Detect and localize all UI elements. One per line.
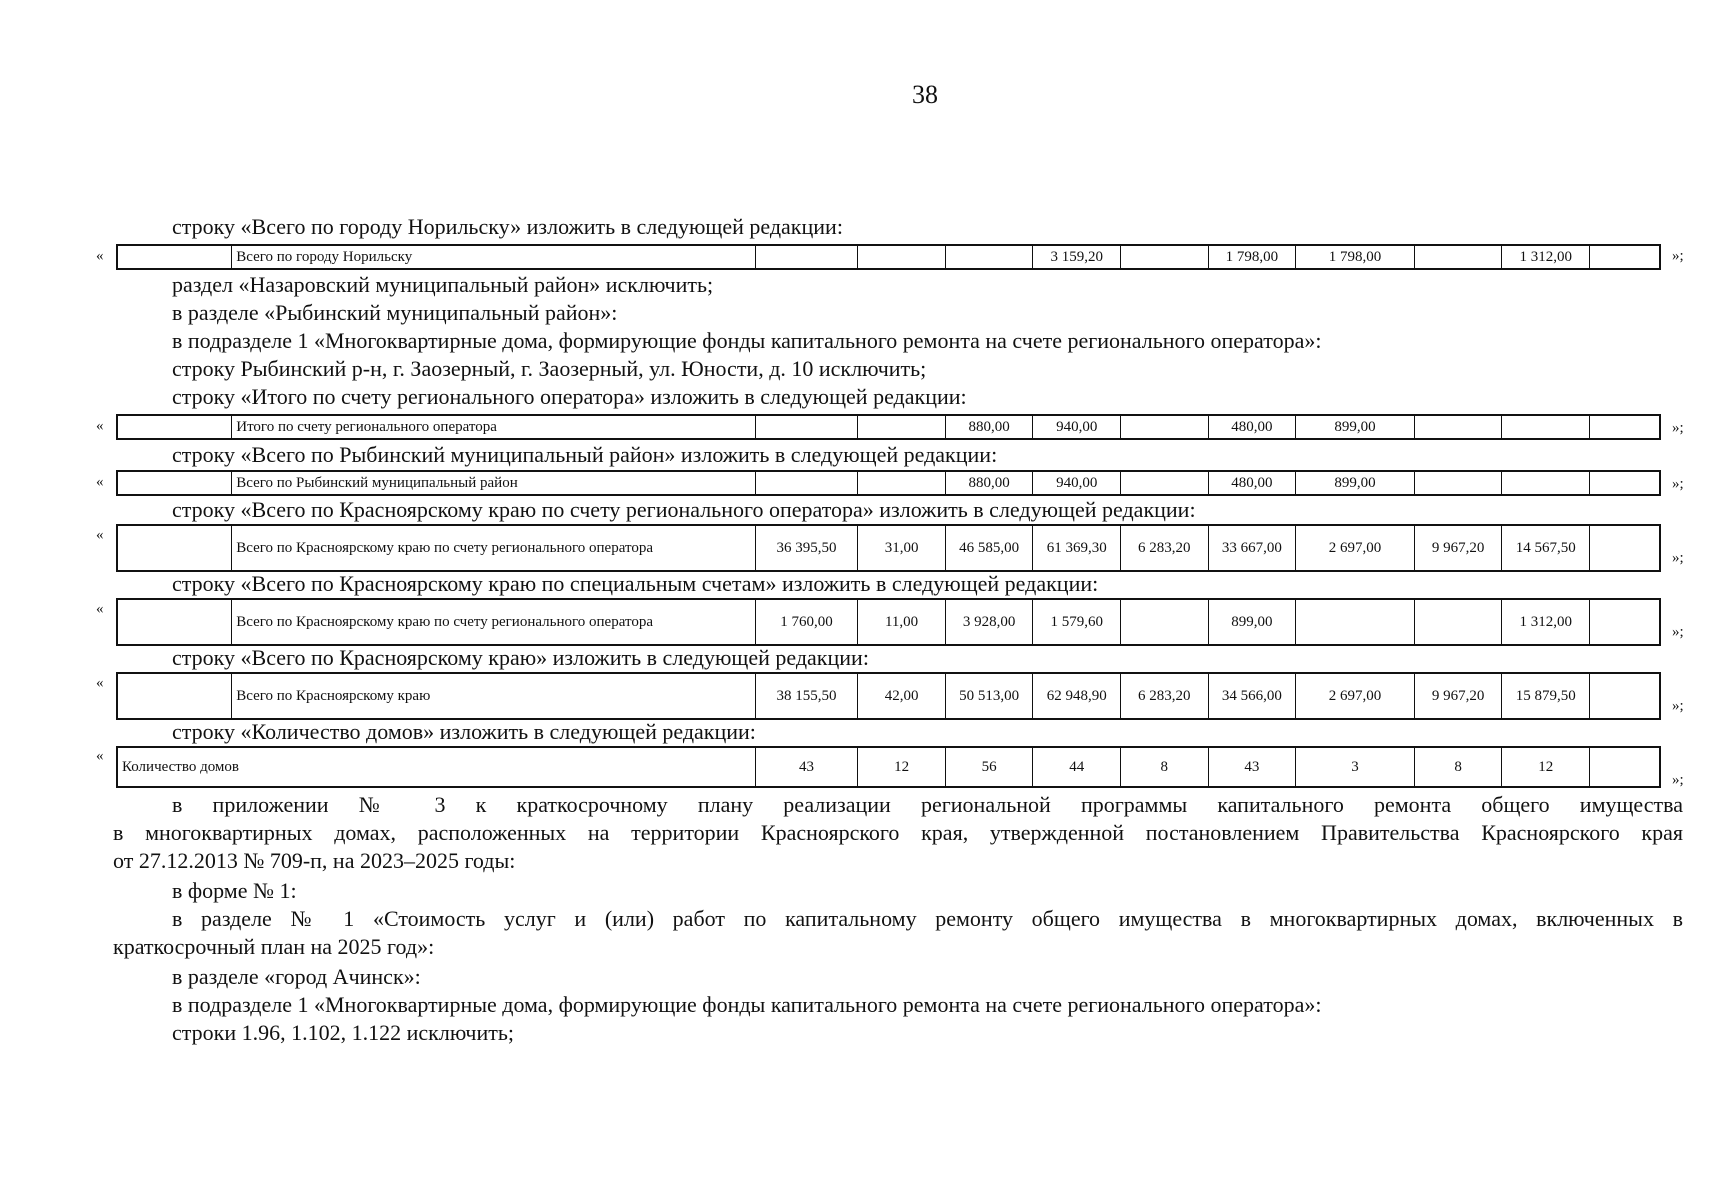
value-cell [1589, 599, 1660, 645]
value-cell: 899,00 [1296, 471, 1415, 495]
instruction-kray-total: строку «Всего по Красноярскому краю» изложить в следующей редакции: [172, 645, 869, 670]
value-cell: 31,00 [858, 525, 946, 571]
open-quote: « [96, 474, 104, 490]
value-cell: 9 967,20 [1414, 673, 1502, 719]
para-subsection-2: в подразделе 1 «Многоквартирные дома, формирующие фонды капитального ремонта на счете регионального оператора»: [172, 992, 1322, 1017]
value-cell [1120, 471, 1208, 495]
value-cell: 50 513,00 [945, 673, 1033, 719]
value-cell [1414, 415, 1502, 439]
instruction-itogo: строку «Итого по счету регионального оператора» изложить в следующей редакции: [172, 384, 967, 409]
value-cell [1120, 415, 1208, 439]
value-cell [1589, 525, 1660, 571]
value-cell: 33 667,00 [1208, 525, 1296, 571]
close-quote: »; [1672, 420, 1684, 436]
para-appendix-line-3: от 27.12.2013 № 709-п, на 2023–2025 годы: [113, 848, 516, 873]
instruction-norilsk: строку «Всего по городу Норильску» изложить в следующей редакции: [172, 214, 843, 239]
table-row [117, 673, 1660, 719]
table-row [117, 525, 1660, 571]
value-cell: 1 312,00 [1502, 245, 1590, 269]
close-quote: »; [1672, 698, 1684, 714]
table-row [117, 747, 1660, 787]
value-cell: 480,00 [1208, 471, 1296, 495]
row-name-cell: Всего по Красноярскому краю [232, 673, 755, 719]
value-cell: 62 948,90 [1033, 673, 1121, 719]
value-cell: 480,00 [1208, 415, 1296, 439]
value-cell: 43 [755, 747, 858, 787]
table-row [117, 245, 1660, 269]
value-cell [858, 245, 946, 269]
table-row [117, 599, 1660, 645]
value-cell: 8 [1414, 747, 1502, 787]
value-cell: 42,00 [858, 673, 946, 719]
open-quote: « [96, 601, 104, 617]
value-cell: 38 155,50 [755, 673, 858, 719]
instruction-kray-special: строку «Всего по Красноярскому краю по специальным счетам» изложить в следующей редакции: [172, 571, 1099, 596]
value-cell [1589, 471, 1660, 495]
value-cell: 2 697,00 [1296, 673, 1415, 719]
value-cell: 15 879,50 [1502, 673, 1590, 719]
value-cell: 1 798,00 [1296, 245, 1415, 269]
value-cell [858, 471, 946, 495]
para-nazarovo: раздел «Назаровский муниципальный район» исключить; [172, 272, 714, 297]
value-cell: 14 567,50 [1502, 525, 1590, 571]
instruction-kray-regop: строку «Всего по Красноярскому краю по счету регионального оператора» изложить в следующей редакции: [172, 497, 1196, 522]
value-cell [1120, 599, 1208, 645]
value-cell: 36 395,50 [755, 525, 858, 571]
open-quote: « [96, 527, 104, 543]
value-cell [755, 245, 858, 269]
value-cell [1296, 599, 1415, 645]
instruction-rybinsk: строку «Всего по Рыбинский муниципальный район» изложить в следующей редакции: [172, 442, 998, 467]
para-zaozerny: строку Рыбинский р-н, г. Заозерный, г. Заозерный, ул. Юности, д. 10 исключить; [172, 356, 927, 381]
value-cell: 6 283,20 [1120, 525, 1208, 571]
row-name-cell: Всего по городу Норильску [232, 245, 755, 269]
empty-cell [117, 415, 232, 439]
page-number: 38 [912, 80, 938, 109]
close-quote: »; [1672, 248, 1684, 264]
table-row-kray-special [116, 598, 1661, 646]
open-quote: « [96, 418, 104, 434]
close-quote: »; [1672, 550, 1684, 566]
para-appendix-line-1: в приложении № 3 к краткосрочному плану реализации региональной программы капитального ремонта общего имущества [172, 792, 1683, 817]
open-quote: « [96, 675, 104, 691]
value-cell: 44 [1033, 747, 1121, 787]
table-row-norilsk [116, 244, 1661, 270]
value-cell: 880,00 [945, 471, 1033, 495]
close-quote: »; [1672, 624, 1684, 640]
value-cell: 3 159,20 [1033, 245, 1121, 269]
table-row-rybinsk [116, 470, 1661, 496]
close-quote: »; [1672, 476, 1684, 492]
empty-cell [117, 673, 232, 719]
value-cell: 3 928,00 [945, 599, 1033, 645]
row-name-cell: Всего по Красноярскому краю по счету регионального оператора [232, 599, 755, 645]
row-name-cell: Всего по Красноярскому краю по счету регионального оператора [232, 525, 755, 571]
empty-cell [117, 471, 232, 495]
value-cell: 12 [1502, 747, 1590, 787]
row-name-cell: Всего по Рыбинский муниципальный район [232, 471, 755, 495]
value-cell [1414, 245, 1502, 269]
value-cell: 940,00 [1033, 471, 1121, 495]
value-cell [1414, 599, 1502, 645]
table-row-itogo [116, 414, 1661, 440]
table-row-houses [116, 746, 1661, 788]
para-rybinsk: в разделе «Рыбинский муниципальный район»: [172, 300, 618, 325]
para-achinsk: в разделе «город Ачинск»: [172, 964, 421, 989]
table-row [117, 415, 1660, 439]
value-cell: 1 760,00 [755, 599, 858, 645]
para-delete-rows: строки 1.96, 1.102, 1.122 исключить; [172, 1020, 515, 1045]
value-cell: 12 [858, 747, 946, 787]
close-quote: »; [1672, 772, 1684, 788]
value-cell [1589, 747, 1660, 787]
value-cell: 56 [945, 747, 1033, 787]
value-cell: 899,00 [1208, 599, 1296, 645]
para-section1-line-2: краткосрочный план на 2025 год»: [113, 934, 435, 959]
value-cell [1414, 471, 1502, 495]
value-cell [1502, 471, 1590, 495]
value-cell: 940,00 [1033, 415, 1121, 439]
value-cell [1589, 245, 1660, 269]
row-name-cell: Количество домов [117, 747, 755, 787]
value-cell: 1 312,00 [1502, 599, 1590, 645]
value-cell: 1 579,60 [1033, 599, 1121, 645]
value-cell [1502, 415, 1590, 439]
table-row-kray-regop [116, 524, 1661, 572]
value-cell [1589, 415, 1660, 439]
para-section1-line-1: в разделе № 1 «Стоимость услуг и (или) работ по капитальному ремонту общего имущества в многоквартирных домах, включенных в [172, 906, 1683, 931]
value-cell: 6 283,20 [1120, 673, 1208, 719]
empty-cell [117, 245, 232, 269]
value-cell: 43 [1208, 747, 1296, 787]
instruction-houses: строку «Количество домов» изложить в следующей редакции: [172, 719, 756, 744]
value-cell [755, 415, 858, 439]
table-row [117, 471, 1660, 495]
para-subsection: в подразделе 1 «Многоквартирные дома, формирующие фонды капитального ремонта на счете регионального оператора»: [172, 328, 1322, 353]
value-cell [755, 471, 858, 495]
value-cell [1120, 245, 1208, 269]
value-cell [945, 245, 1033, 269]
value-cell: 11,00 [858, 599, 946, 645]
value-cell [1589, 673, 1660, 719]
value-cell: 34 566,00 [1208, 673, 1296, 719]
empty-cell [117, 599, 232, 645]
value-cell: 2 697,00 [1296, 525, 1415, 571]
para-form: в форме № 1: [172, 878, 297, 903]
value-cell: 8 [1120, 747, 1208, 787]
value-cell: 9 967,20 [1414, 525, 1502, 571]
value-cell: 899,00 [1296, 415, 1415, 439]
table-row-kray-total [116, 672, 1661, 720]
open-quote: « [96, 748, 104, 764]
value-cell [858, 415, 946, 439]
value-cell: 880,00 [945, 415, 1033, 439]
value-cell: 1 798,00 [1208, 245, 1296, 269]
value-cell: 61 369,30 [1033, 525, 1121, 571]
para-appendix-line-2: в многоквартирных домах, расположенных на территории Красноярского края, утвержденной постановлением Правительства Красноярского края [113, 820, 1683, 845]
empty-cell [117, 525, 232, 571]
value-cell: 3 [1296, 747, 1415, 787]
row-name-cell: Итого по счету регионального оператора [232, 415, 755, 439]
open-quote: « [96, 248, 104, 264]
value-cell: 46 585,00 [945, 525, 1033, 571]
